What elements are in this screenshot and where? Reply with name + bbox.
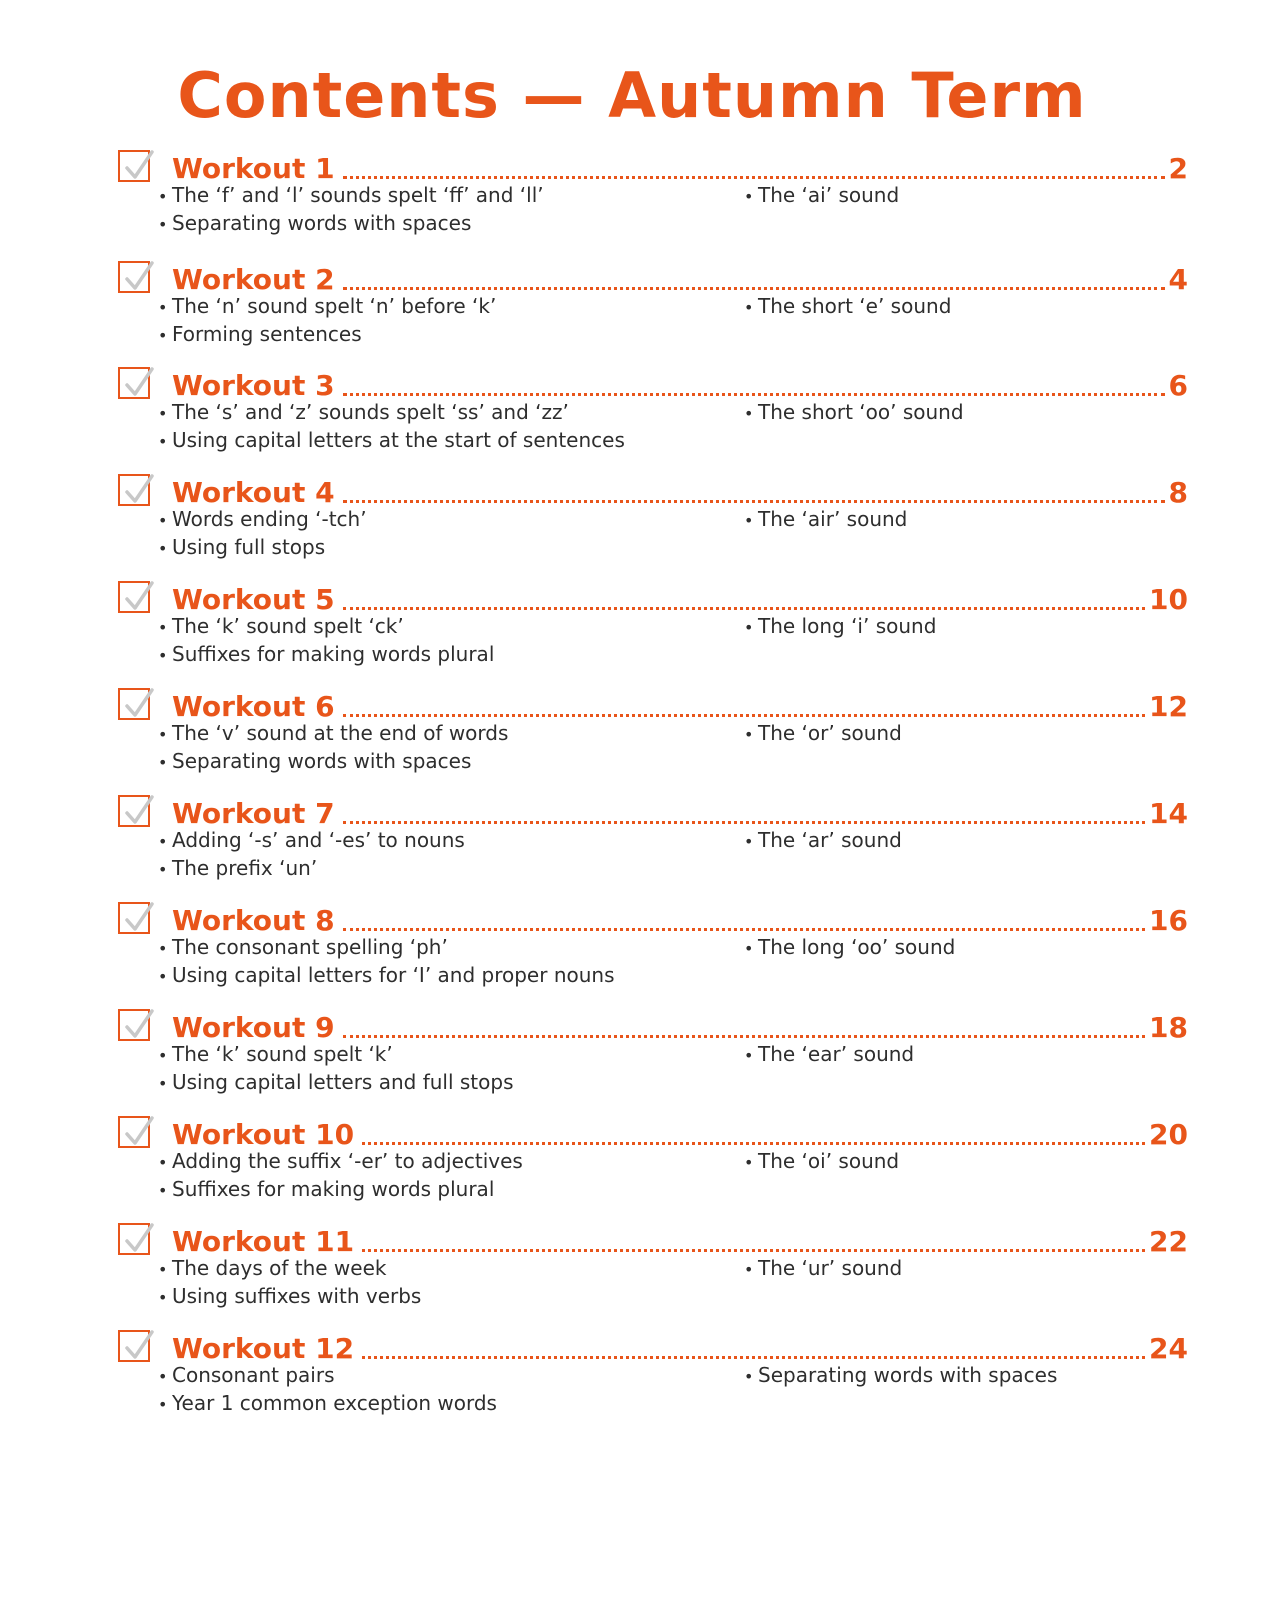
topic-item: • The ‘f’ and ‘l’ sounds spelt ‘ff’ and ‘ll’ — [158, 182, 544, 210]
workout-title: Workout 4 — [172, 475, 335, 509]
progress-checkbox[interactable] — [118, 261, 150, 293]
dot-leader — [362, 1249, 1145, 1252]
topic-item: • Separating words with spaces — [158, 210, 471, 238]
topic-item: • The long ‘oo’ sound — [744, 934, 955, 962]
topic-item: • Separating words with spaces — [158, 748, 471, 776]
topic-item: • The ‘ar’ sound — [744, 827, 902, 855]
page-number: 18 — [1149, 1010, 1188, 1044]
dot-leader — [362, 1142, 1145, 1145]
page-number: 12 — [1149, 689, 1188, 723]
workout-title: Workout 10 — [172, 1117, 355, 1151]
workout-title: Workout 1 — [172, 152, 335, 185]
topic-item: • Using full stops — [158, 534, 325, 562]
workout-entry — [118, 148, 1188, 259]
progress-checkbox[interactable] — [118, 367, 150, 399]
check-icon — [122, 470, 156, 508]
progress-checkbox[interactable] — [118, 1116, 150, 1148]
check-icon — [122, 1112, 156, 1150]
workout-heading — [172, 579, 1188, 617]
check-icon — [122, 1219, 156, 1257]
topic-item: • Consonant pairs — [158, 1362, 335, 1390]
workout-heading — [172, 793, 1188, 831]
topic-item: • The short ‘oo’ sound — [744, 399, 964, 427]
topic-item: • Adding the suffix ‘-er’ to adjectives — [158, 1148, 523, 1176]
topic-item: • The ‘ur’ sound — [744, 1255, 902, 1283]
workout-entry — [118, 793, 1188, 900]
workout-entry — [118, 259, 1188, 365]
workout-title: Workout 9 — [172, 1010, 335, 1044]
progress-checkbox[interactable] — [118, 795, 150, 827]
topic-item: • Using capital letters and full stops — [158, 1069, 514, 1097]
topic-item: • The short ‘e’ sound — [744, 293, 951, 321]
dot-leader — [343, 821, 1145, 824]
check-icon — [122, 257, 156, 295]
dot-leader — [343, 500, 1165, 503]
topic-item: • The prefix ‘un’ — [158, 855, 317, 883]
topic-item: • Adding ‘-s’ and ‘-es’ to nouns — [158, 827, 465, 855]
workout-entry — [118, 1221, 1188, 1328]
topic-item: • Separating words with spaces — [744, 1362, 1057, 1390]
check-icon — [122, 577, 156, 615]
workout-title: Workout 6 — [172, 689, 335, 723]
page-number: 20 — [1149, 1117, 1188, 1151]
workout-list — [118, 148, 1188, 1435]
dot-leader — [362, 1356, 1145, 1359]
topic-item: • Forming sentences — [158, 321, 362, 349]
workout-entry — [118, 1328, 1188, 1435]
topic-item: • Year 1 common exception words — [158, 1390, 497, 1418]
topic-item: • Using capital letters for ‘I’ and proper nouns — [158, 962, 615, 990]
topic-item: • The ‘ai’ sound — [744, 182, 899, 210]
workout-heading — [172, 1221, 1188, 1259]
dot-leader — [343, 1035, 1145, 1038]
workout-title: Workout 8 — [172, 903, 335, 937]
progress-checkbox[interactable] — [118, 902, 150, 934]
workout-title: Workout 11 — [172, 1224, 355, 1258]
topic-item: • The ‘ear’ sound — [744, 1041, 914, 1069]
progress-checkbox[interactable] — [118, 150, 150, 182]
check-icon — [122, 1326, 156, 1364]
workout-heading — [172, 1328, 1188, 1366]
topic-item: • The ‘n’ sound spelt ‘n’ before ‘k’ — [158, 293, 496, 321]
page-number: 2 — [1168, 152, 1188, 185]
workout-title: Workout 3 — [172, 368, 335, 402]
topic-item: • The days of the week — [158, 1255, 386, 1283]
page-number: 14 — [1149, 796, 1188, 830]
workout-entry — [118, 1007, 1188, 1114]
topic-item: • Using suffixes with verbs — [158, 1283, 421, 1311]
dot-leader — [343, 714, 1145, 717]
progress-checkbox[interactable] — [118, 581, 150, 613]
check-icon — [122, 898, 156, 936]
page-number: 24 — [1149, 1331, 1188, 1365]
topic-item: • The ‘or’ sound — [744, 720, 902, 748]
topic-item: • The ‘v’ sound at the end of words — [158, 720, 508, 748]
workout-entry — [118, 365, 1188, 472]
progress-checkbox[interactable] — [118, 1223, 150, 1255]
check-icon — [122, 146, 156, 184]
topic-item: • Suffixes for making words plural — [158, 1176, 494, 1204]
workout-title: Workout 12 — [172, 1331, 355, 1365]
topic-item: • The ‘oi’ sound — [744, 1148, 899, 1176]
dot-leader — [343, 287, 1165, 290]
workout-heading — [172, 365, 1188, 403]
workout-heading — [172, 259, 1188, 297]
progress-checkbox[interactable] — [118, 1330, 150, 1362]
topic-item: • The ‘s’ and ‘z’ sounds spelt ‘ss’ and ‘zz’ — [158, 399, 569, 427]
workout-entry — [118, 900, 1188, 1007]
dot-leader — [343, 393, 1165, 396]
workout-heading — [172, 148, 1188, 186]
topic-item: • The ‘k’ sound spelt ‘k’ — [158, 1041, 393, 1069]
workout-entry — [118, 472, 1188, 579]
workout-entry — [118, 686, 1188, 793]
topic-item: • The ‘air’ sound — [744, 506, 907, 534]
page-number: 8 — [1168, 475, 1188, 509]
page-number: 6 — [1168, 368, 1188, 402]
page-title: Contents — Autumn Term — [177, 59, 1087, 132]
topic-item: • Using capital letters at the start of sentences — [158, 427, 625, 455]
workout-heading — [172, 1007, 1188, 1045]
progress-checkbox[interactable] — [118, 474, 150, 506]
check-icon — [122, 1005, 156, 1043]
workout-heading — [172, 900, 1188, 938]
topic-item: • The long ‘i’ sound — [744, 613, 936, 641]
page-number: 10 — [1149, 582, 1188, 616]
workout-heading — [172, 472, 1188, 510]
dot-leader — [343, 176, 1165, 179]
workout-title: Workout 2 — [172, 262, 335, 296]
topic-item: • The consonant spelling ‘ph’ — [158, 934, 448, 962]
topic-item: • The ‘k’ sound spelt ‘ck’ — [158, 613, 404, 641]
workout-entry — [118, 579, 1188, 686]
progress-checkbox[interactable] — [118, 688, 150, 720]
page-number: 16 — [1149, 903, 1188, 937]
check-icon — [122, 791, 156, 829]
dot-leader — [343, 607, 1145, 610]
check-icon — [122, 684, 156, 722]
workout-title: Workout 7 — [172, 796, 335, 830]
workout-title: Workout 5 — [172, 582, 335, 616]
page-number: 4 — [1168, 262, 1188, 296]
topic-item: • Words ending ‘-tch’ — [158, 506, 367, 534]
workout-heading — [172, 1114, 1188, 1152]
progress-checkbox[interactable] — [118, 1009, 150, 1041]
topic-item: • Suffixes for making words plural — [158, 641, 494, 669]
check-icon — [122, 363, 156, 401]
dot-leader — [343, 928, 1145, 931]
workout-heading — [172, 686, 1188, 724]
page-number: 22 — [1149, 1224, 1188, 1258]
workout-entry — [118, 1114, 1188, 1221]
